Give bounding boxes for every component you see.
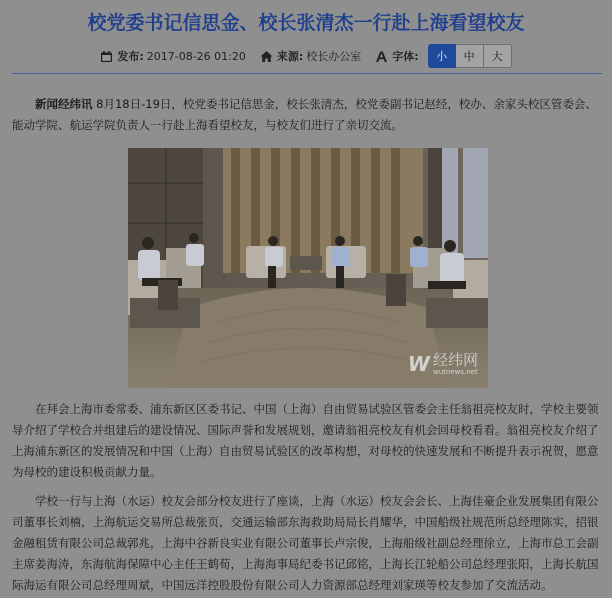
font-label: 字体: — [392, 50, 419, 63]
font-letter-icon — [375, 50, 388, 63]
font-size-control — [375, 44, 511, 68]
watermark-logo-icon: W — [407, 352, 430, 376]
published-date: 2017-08-26 01:20 — [146, 49, 246, 63]
news-lead: 新闻经纬讯 — [35, 97, 93, 111]
font-size-small-button[interactable]: 小 — [428, 44, 456, 68]
publish-info — [100, 48, 246, 64]
paragraph-intro — [12, 94, 602, 136]
font-size-large-button[interactable]: 大 — [484, 44, 512, 68]
font-size-medium-button[interactable]: 中 — [456, 44, 484, 68]
source-value[interactable]: 校长办公室 — [306, 50, 362, 63]
paragraph-intro-text: 8月18日-19日，校党委书记信思金，校长张清杰，校党委副书记赵经，校办、余家头校区管委会、能动学院、航运学院负责人一行赴上海看望校友，与校友们进行了亲切交流。 — [12, 97, 597, 132]
title-divider — [12, 73, 602, 74]
article-title: 校党委书记信思金、校长张清杰一行赴上海看望校友 — [87, 12, 525, 34]
watermark-url: wutnews.net — [432, 367, 478, 376]
source-info — [260, 48, 361, 64]
article-meta-bar — [0, 42, 612, 70]
watermark — [408, 352, 478, 376]
paragraph-alumni-forum: 学校一行与上海（水运）校友会部分校友进行了座谈，上海（水运）校友会会长、上海佳豪企业发展集团有限公司董事长刘楠，上海航运交易所总裁张页，交通运输部东海救助局局长肖耀华，中国船级社规范所总经理陈实，招银金融租赁有限公司总裁郭兆，上海中谷新良实业有限公司董事长卢宗俊，上海船级社副总经理徐立，上海市总工会副主席姜海涛，东海航海保障中心主任王鹤荀，上海海事局纪委书记邱铭，上海长江轮船公司总经理张阳，上海长航国际海运有限公司总经理周斌，中国远洋控股股份有限公司人力资源部总经理刘家瑛等校友参加了交流活动。 — [12, 494, 599, 592]
home-icon — [260, 50, 273, 63]
source-label: 来源: — [276, 50, 304, 63]
font-size-buttons — [428, 44, 512, 68]
calendar-icon — [100, 50, 113, 63]
article-photo — [128, 148, 488, 388]
watermark-brand: 经纬网 — [432, 350, 478, 369]
published-label: 发布: — [117, 50, 144, 63]
paragraph-meeting-weng: 在拜会上海市委常委、浦东新区区委书记、中国（上海）自由贸易试验区管委会主任翁祖亮校友时，学校主要领导介绍了学校合并组建后的建设情况、国际声誉和发展规划，邀请翁祖亮校友有机会回母校看看。翁祖亮校友介绍了上海浦东新区的发展情况和中国（上海）自由贸易试验区的改革构想，对母校的快速发展和不断提升表示祝贺，愿意为母校的建设积极贡献力量。 — [12, 402, 599, 479]
